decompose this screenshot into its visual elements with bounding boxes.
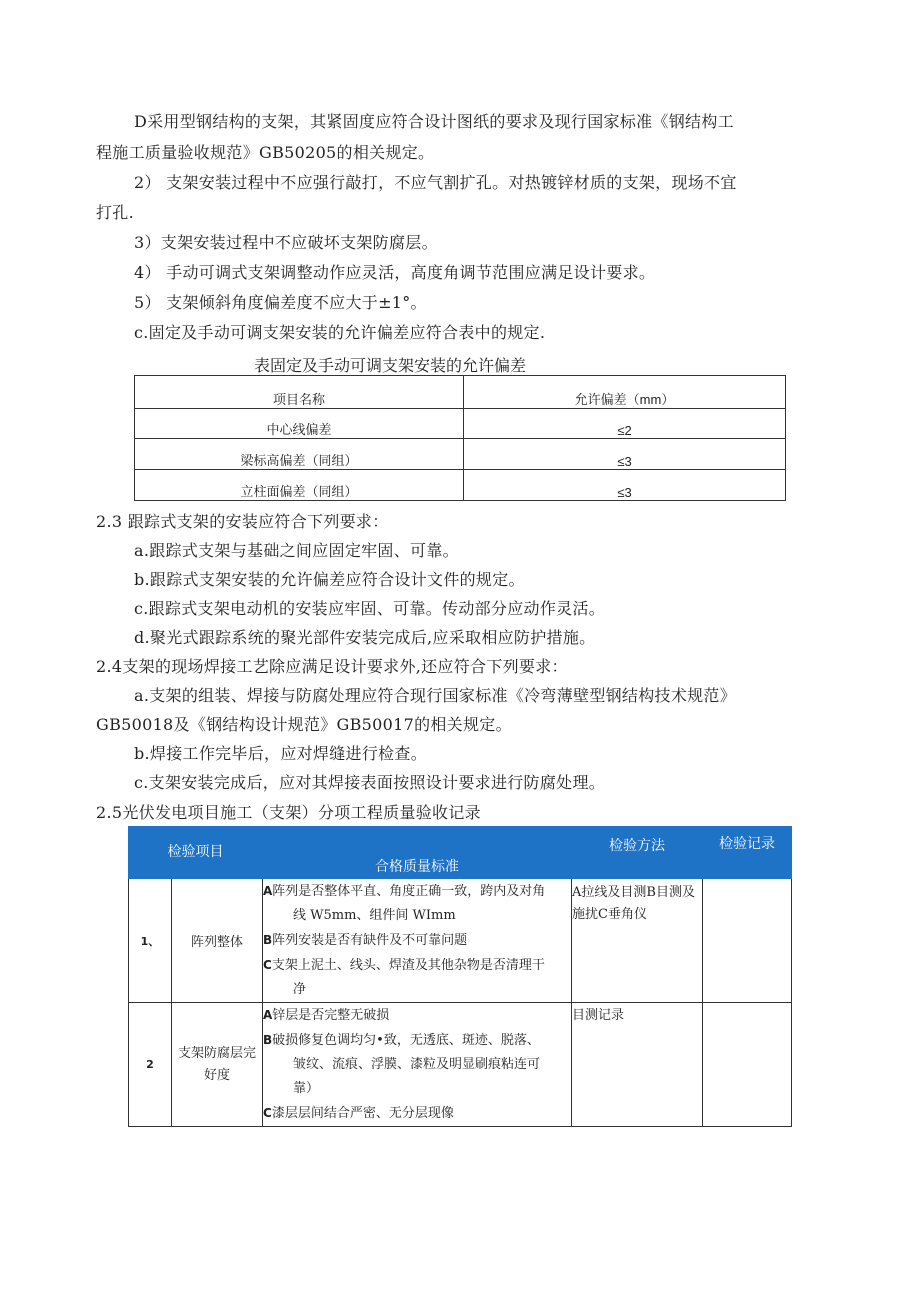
- section-2-3-title: 2.3 跟踪式支架的安装应符合下列要求：: [96, 512, 389, 531]
- section-2-3-item-c: c.跟踪式支架电动机的安装应牢固、可靠。传动部分应动作灵活。: [134, 599, 606, 618]
- section-2-4-item-c: c.支架安装完成后，应对其焊接表面按照设计要求进行防腐处理。: [134, 773, 606, 792]
- table1-caption: 表固定及手动可调支架安装的允许偏差: [254, 356, 527, 375]
- row-tolerance: ≤3: [464, 439, 786, 470]
- row-item-name: 梁标高偏差（同组）: [135, 439, 464, 470]
- paragraph-item-5: 5） 支架倾斜角度偏差度不应大于±1°。: [134, 293, 427, 312]
- section-2-3-item-a: a.跟踪式支架与基础之间应固定牢固、可靠。: [134, 541, 459, 560]
- criteria-line: 净: [293, 982, 307, 997]
- table-row: [135, 439, 786, 470]
- criteria-line: 皱纹、流痕、浮膜、漆粒及明显刷痕粘连可: [293, 1057, 541, 1072]
- section-2-3-item-b: b.跟踪式支架安装的允许偏差应符合设计文件的规定。: [134, 570, 525, 589]
- row-tolerance: ≤3: [464, 470, 786, 501]
- criteria-line: A锌层是否完整无破损: [263, 1008, 390, 1023]
- row-tolerance: ≤2: [464, 409, 786, 439]
- row-method: 目测记录: [572, 1003, 703, 1127]
- section-2-4-item-b: b.焊接工作完毕后，应对焊缝进行检查。: [134, 744, 428, 763]
- section-2-4-item-a-continued: GB50018及《钢结构设计规范》GB50017的相关规定。: [96, 715, 512, 734]
- row-method: A拉线及目测B目测及施扰C垂角仪: [572, 879, 703, 1003]
- row-number: 2: [129, 1003, 172, 1127]
- header-item-name: 项目名称: [135, 376, 464, 409]
- paragraph-item-2-continued: 打孔.: [96, 203, 134, 222]
- tolerance-table: [134, 375, 786, 501]
- criteria-line: B阵列安装是否有缺件及不可靠问题: [263, 933, 468, 948]
- acceptance-record-table: [128, 826, 792, 1127]
- header-inspection-record: 检验记录: [703, 827, 792, 879]
- paragraph-item-4: 4） 手动可调式支架调整动作应灵活，高度角调节范围应满足设计要求。: [134, 263, 656, 282]
- table-row: [135, 470, 786, 501]
- row-item-name: 支架防腐层完好度: [172, 1003, 263, 1127]
- paragraph-d-continued: 程施工质量验收规范》GB50205的相关规定。: [96, 143, 435, 162]
- criteria-line: B破损修复色调均匀•致，无透底、斑迹、脱落、: [263, 1033, 540, 1048]
- header-quality-standard: 合格质量标准: [263, 827, 572, 879]
- table-row: [129, 879, 792, 1003]
- table-row: [135, 409, 786, 439]
- section-2-4-title: 2.4支架的现场焊接工艺除应满足设计要求外,还应符合下列要求：: [96, 657, 568, 676]
- row-item-name: 立柱面偏差（同组）: [135, 470, 464, 501]
- paragraph-item-3: 3）支架安装过程中不应破坏支架防腐层。: [134, 233, 438, 252]
- row-record: [703, 879, 792, 1003]
- table-header-row: [129, 827, 792, 879]
- header-inspection-item: 检验项目: [129, 827, 263, 879]
- criteria-line: C支架上泥土、线头、焊渣及其他杂物是否清理干: [263, 958, 545, 973]
- header-inspection-method: 检验方法: [572, 827, 703, 879]
- table-header-row: [135, 376, 786, 409]
- criteria-line: A阵列是否整体平直、角度正确一致，跨内及对角: [263, 884, 546, 899]
- row-item-name: 中心线偏差: [135, 409, 464, 439]
- paragraph-c-table-reference: c.固定及手动可调支架安装的允许偏差应符合表中的规定.: [134, 323, 546, 342]
- section-2-5-title: 2.5光伏发电项目施工（支架）分项工程质量验收记录: [96, 803, 481, 822]
- criteria-line: C漆层层间结合严密、无分层现像: [263, 1106, 454, 1121]
- section-2-3-item-d: d.聚光式跟踪系统的聚光部件安装完成后,应采取相应防护措施。: [134, 628, 596, 647]
- row-criteria: [263, 879, 572, 1003]
- criteria-line: 靠）: [293, 1081, 320, 1096]
- section-2-4-item-a: a.支架的组装、焊接与防腐处理应符合现行国家标准《冷弯薄壁型钢结构技术规范》: [134, 686, 737, 705]
- row-record: [703, 1003, 792, 1127]
- row-item-name: 阵列整体: [172, 879, 263, 1003]
- header-tolerance: 允许偏差（mm）: [464, 376, 786, 409]
- criteria-line: 线 W5mm、组件间 WImm: [293, 908, 456, 923]
- row-number: 1、: [129, 879, 172, 1003]
- table-row: [129, 1003, 792, 1127]
- row-criteria: [263, 1003, 572, 1127]
- paragraph-item-2: 2） 支架安装过程中不应强行敲打，不应气割扩孔。对热镀锌材质的支架，现场不宜: [134, 173, 737, 192]
- paragraph-d-steel-support: D采用型钢结构的支架，其紧固度应符合设计图纸的要求及现行国家标准《钢结构工: [134, 112, 734, 131]
